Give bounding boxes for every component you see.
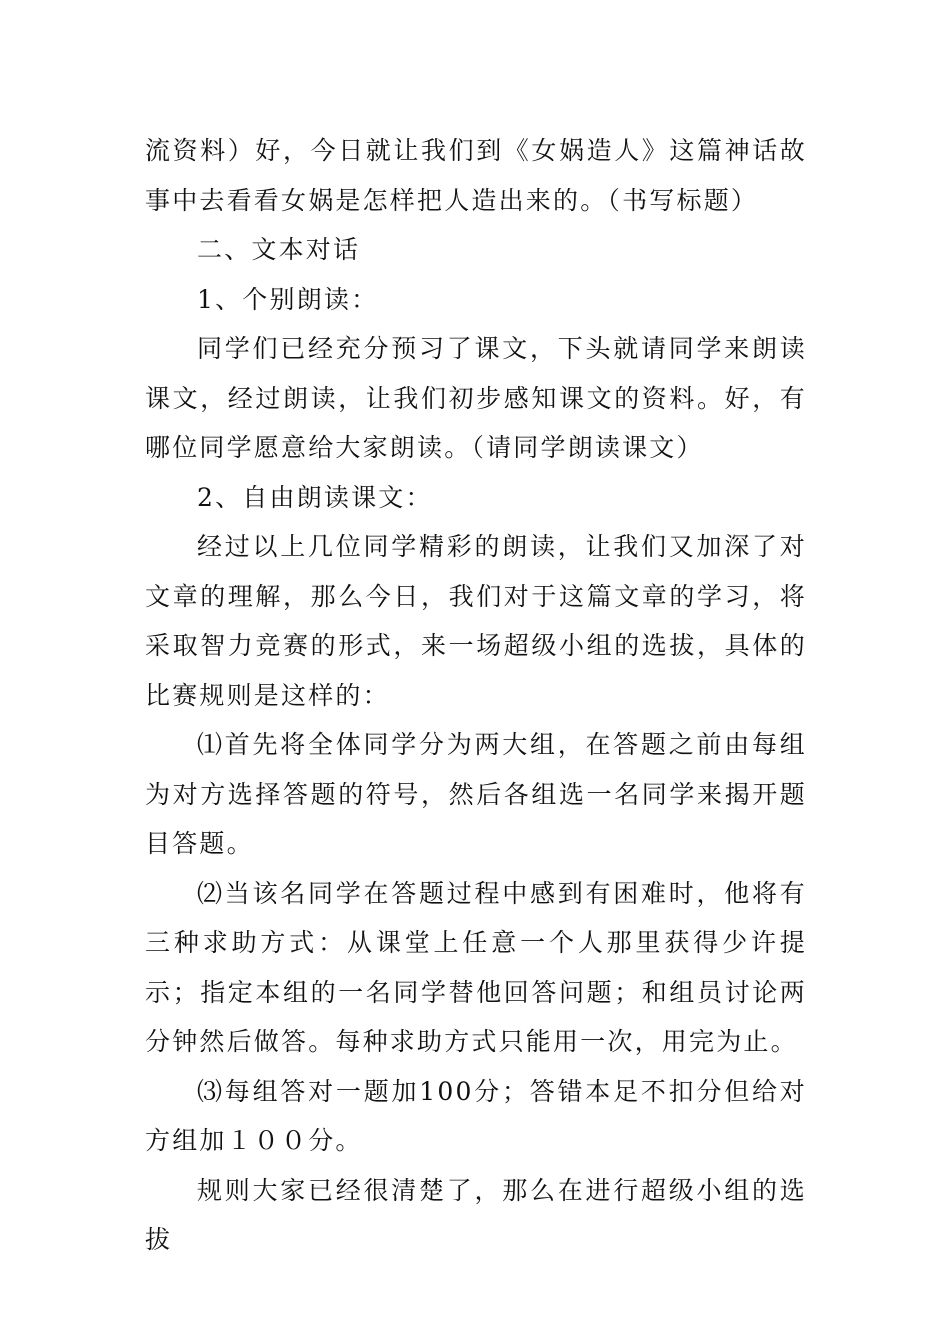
rule-item-3: ⑶每组答对一题加100分；答错本足不扣分但给对方组加１００分。 — [145, 1076, 807, 1155]
document-body — [145, 126, 807, 1265]
paragraph-closing: 规则大家已经很清楚了，那么在进行超级小组的选拔 — [145, 1175, 807, 1254]
subheading-individual-reading: 1、个别朗读： — [197, 284, 379, 314]
rule-item-2: ⑵当该名同学在答题过程中感到有困难时，他将有三种求助方式：从课堂上任意一个人那里获得少许提示；指定本组的一名同学替他回答问题；和组员讨论两分钟然后做答。每种求助方式只能用一次，用完为止。 — [145, 878, 807, 1056]
paragraph-individual-reading: 同学们已经充分预习了课文，下头就请同学来朗读课文，经过朗读，让我们初步感知课文的资料。好，有哪位同学愿意给大家朗读。（请同学朗读课文） — [145, 334, 807, 462]
paragraph-intro-continued: 流资料）好，今日就让我们到《女娲造人》这篇神话故事中去看看女娲是怎样把人造出来的。（书写标题） — [145, 136, 807, 215]
rule-item-1: ⑴首先将全体同学分为两大组，在答题之前由每组为对方选择答题的符号，然后各组选一名同学来揭开题目答题。 — [145, 730, 807, 858]
section-heading-text-dialogue: 二、文本对话 — [197, 235, 361, 264]
subheading-free-reading: 2、自由朗读课文： — [197, 482, 433, 512]
paragraph-free-reading: 经过以上几位同学精彩的朗读，让我们又加深了对文章的理解，那么今日，我们对于这篇文章的学习，将采取智力竞赛的形式，来一场超级小组的选拔，具体的比赛规则是这样的： — [145, 532, 807, 710]
